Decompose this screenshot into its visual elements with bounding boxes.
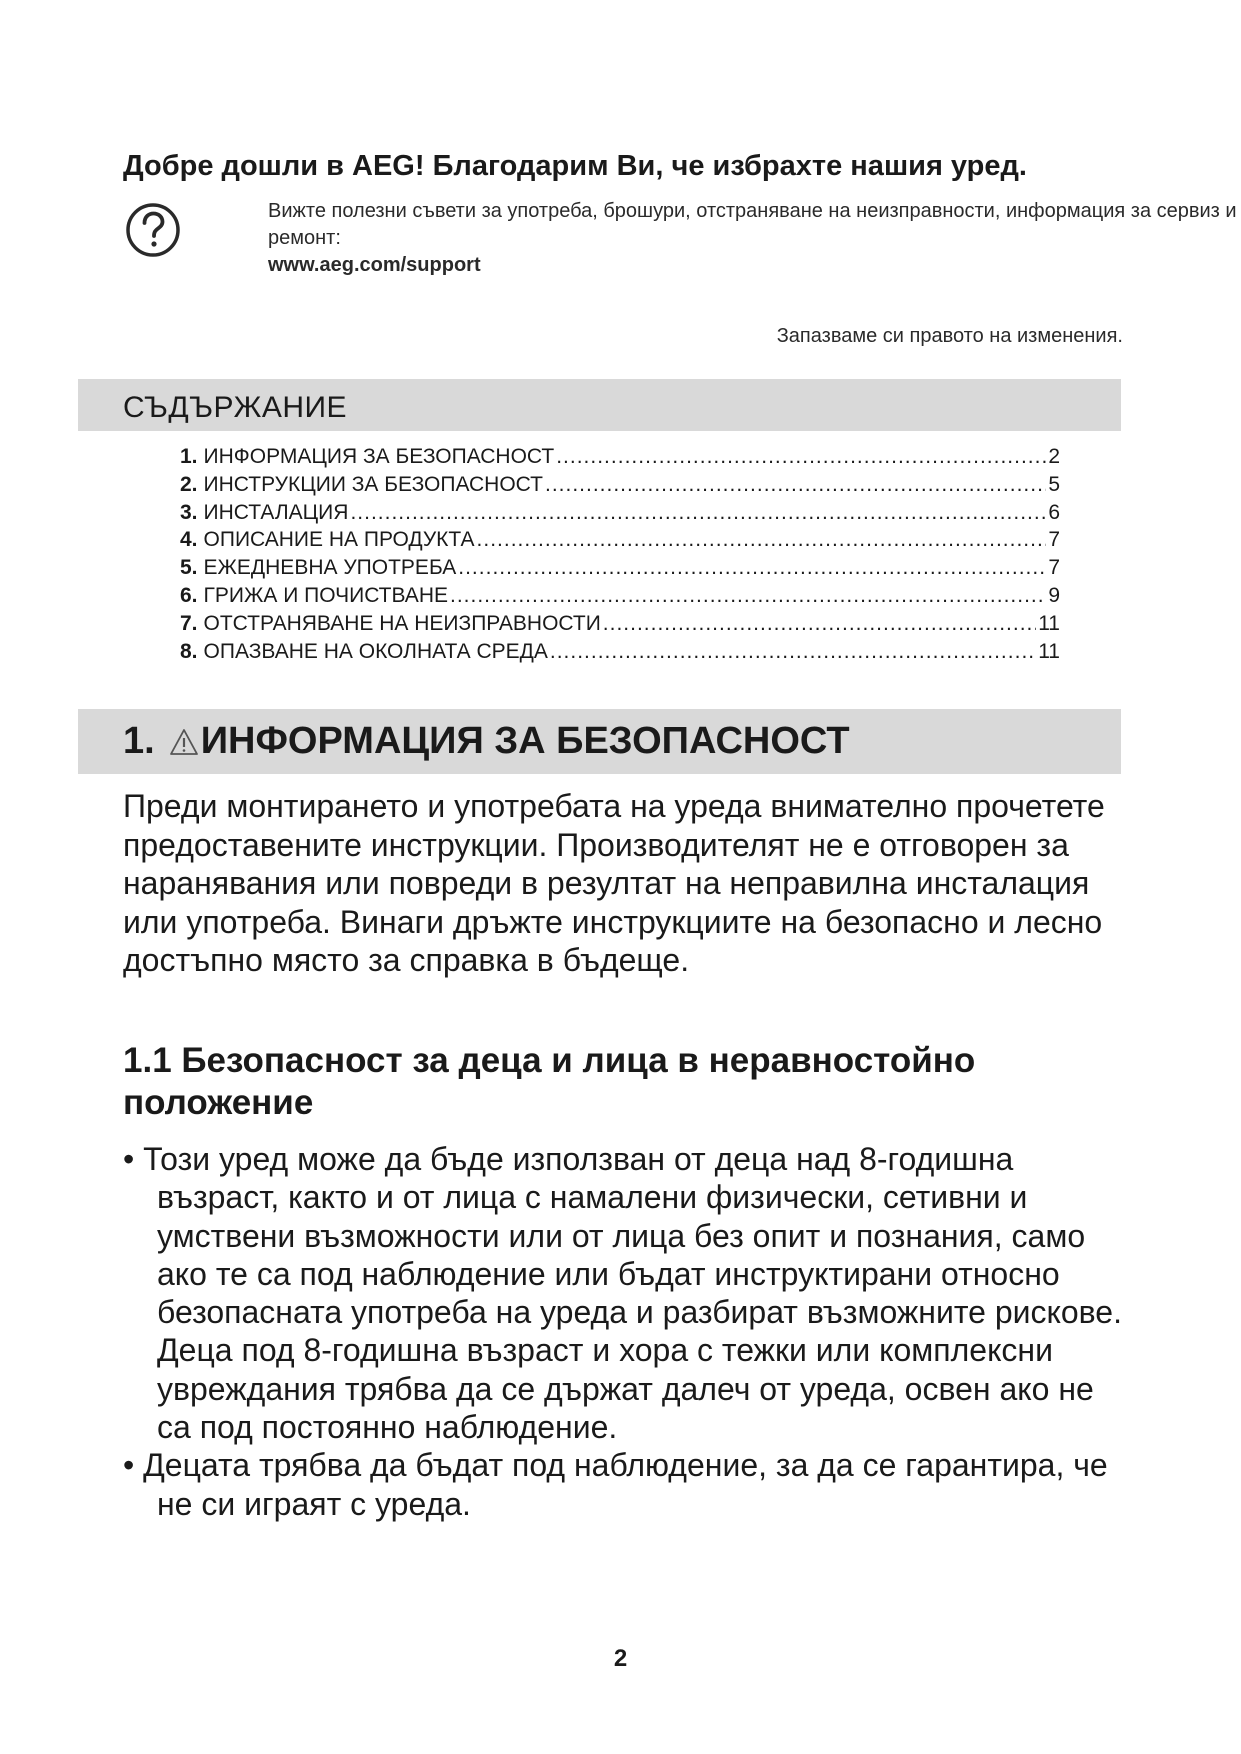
toc-leader-dots	[458, 556, 1046, 580]
question-circle-icon	[125, 202, 181, 258]
toc-entry-page: 2	[1048, 445, 1060, 468]
toc-entry-number: 5.	[180, 556, 198, 580]
bullet-item: • Този уред може да бъде използван от деца над 8-годишна възраст, както и от лица с намалени физически, сетивни и умствени възможности или от лица без опит и познания, само ако те са под наблюдение или бъдат инструктирани относно безопасната употреба на уреда и разбират възможните рискове. Деца под 8-годишна възраст и хора с тежки или комплексни увреждания трябва да се държат далеч от уреда, освен ако не са под постоянно наблюдение.	[123, 1141, 1122, 1446]
welcome-heading: Добре дошли в AEG! Благодарим Ви, че избрахте нашия уред.	[123, 150, 1027, 182]
toc-leader-dots	[350, 501, 1046, 525]
toc-leader-dots	[603, 612, 1036, 636]
toc-leader-dots	[477, 528, 1047, 552]
support-description: Вижте полезни съвети за употреба, брошури, отстраняване на неизправности, информация за сервиз и ремонт:	[268, 200, 1237, 249]
section-heading	[123, 720, 850, 763]
toc-entry-label: ИНСТАЛАЦИЯ	[203, 500, 349, 524]
toc-entry-number: 2.	[180, 472, 198, 496]
subsection-title: 1.1 Безопасност за деца и лица в неравностойно положение	[123, 1041, 976, 1122]
toc-entry[interactable]	[180, 445, 1060, 473]
toc-entry-label: ИНСТРУКЦИИ ЗА БЕЗОПАСНОСТ	[203, 472, 543, 496]
toc-entry-number: 8.	[180, 639, 198, 663]
toc-entry-number: 7.	[180, 611, 198, 635]
toc-leader-dots	[545, 473, 1046, 497]
toc-entry-number: 1.	[180, 445, 198, 468]
toc-entry-page: 7	[1048, 556, 1060, 580]
support-link[interactable]: www.aeg.com/support	[268, 254, 481, 276]
rights-note: Запазваме си правото на изменения.	[776, 325, 1123, 347]
support-info	[268, 198, 1241, 279]
toc-entry-label: ОПИСАНИЕ НА ПРОДУКТА	[203, 528, 475, 552]
toc-leader-dots	[450, 584, 1046, 608]
toc-entry-label: ЕЖЕДНЕВНА УПОТРЕБА	[203, 556, 457, 580]
toc-entry-label: ОПАЗВАНЕ НА ОКОЛНАТА СРЕДА	[203, 639, 548, 663]
toc-leader-dots	[550, 640, 1036, 664]
toc-entry-number: 4.	[180, 528, 198, 552]
toc-entry[interactable]	[180, 528, 1060, 556]
warning-triangle-icon	[169, 727, 199, 757]
toc-entry-page: 9	[1048, 583, 1060, 607]
toc-entry-label: ИНФОРМАЦИЯ ЗА БЕЗОПАСНОСТ	[203, 445, 555, 468]
toc-entry-label: ОТСТРАНЯВАНЕ НА НЕИЗПРАВНОСТИ	[203, 611, 601, 635]
toc-entry-page: 11	[1038, 611, 1060, 635]
toc-entry[interactable]	[180, 612, 1060, 640]
page-number: 2	[613, 1645, 628, 1672]
section-title: ИНФОРМАЦИЯ ЗА БЕЗОПАСНОСТ	[200, 720, 850, 762]
table-of-contents	[180, 445, 1060, 667]
toc-entry[interactable]	[180, 501, 1060, 529]
toc-entry[interactable]	[180, 556, 1060, 584]
toc-entry-number: 6.	[180, 583, 198, 607]
section-number: 1.	[123, 720, 155, 762]
toc-entry-page: 7	[1048, 528, 1060, 552]
toc-entry-page: 11	[1038, 639, 1060, 663]
toc-entry-label: ГРИЖА И ПОЧИСТВАНЕ	[203, 583, 448, 607]
toc-entry-page: 6	[1048, 500, 1060, 524]
toc-title: СЪДЪРЖАНИЕ	[123, 391, 348, 424]
toc-entry[interactable]	[180, 584, 1060, 612]
toc-entry-page: 5	[1048, 472, 1060, 496]
toc-entry-number: 3.	[180, 500, 198, 524]
toc-entry[interactable]	[180, 640, 1060, 668]
section-intro-paragraph: Преди монтирането и употребата на уреда внимателно прочетете предоставените инструкции. Производителят не е отговорен за наранявания или повреди в резултат на неправилна инсталация или употреба. Винаги дръжте инструкциите на безопасно и лесно достъпно място за справка в бъдеще.	[123, 788, 1105, 978]
toc-leader-dots	[556, 445, 1046, 469]
bullet-item: • Децата трябва да бъдат под наблюдение, за да се гарантира, че не си играят с уреда.	[123, 1447, 1108, 1522]
bullet-list	[123, 1140, 1123, 1523]
toc-entry[interactable]	[180, 473, 1060, 501]
